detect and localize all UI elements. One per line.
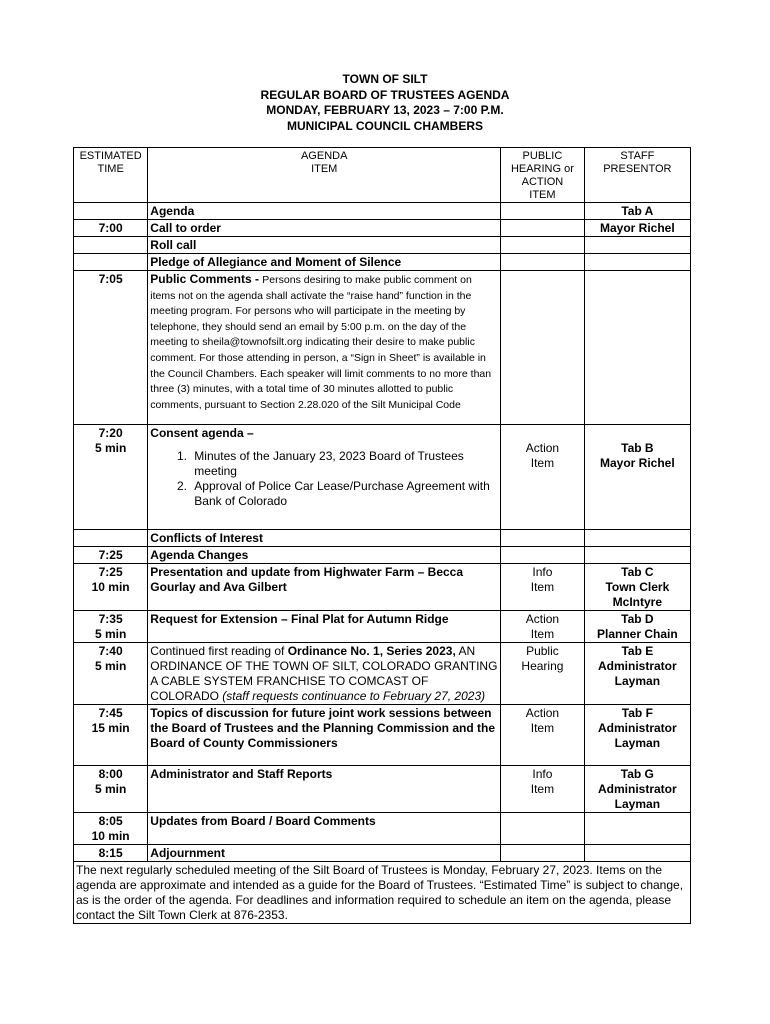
meeting-location: MUNICIPAL COUNCIL CHAMBERS	[286, 118, 483, 133]
table-row	[74, 203, 691, 220]
item-agenda: Agenda	[148, 203, 501, 220]
list-item: 2. Approval of Police Car Lease/Purchase Agreement with Bank of Colorado	[190, 479, 498, 509]
staff-reports: Tab G Administrator Layman	[584, 766, 690, 813]
list-item: 1. Minutes of the January 23, 2023 Board of Trustees meeting	[190, 449, 498, 479]
footer-row	[74, 862, 691, 924]
table-row	[74, 237, 691, 254]
staff-tab-a: Tab A	[584, 203, 690, 220]
item-public-comments	[148, 271, 501, 425]
item-ordinance: Continued first reading of Ordinance No. 1, Series 2023, AN ORDINANCE OF THE TOWN OF SILT, COLORADO GRANTING A CABLE SYSTEM FRANCHISE TO COMCAST OF COLORADO (staff requests continuance to February 27, 2023)	[148, 643, 501, 705]
table-row	[74, 564, 691, 611]
table-row	[74, 705, 691, 766]
item-updates: Updates from Board / Board Comments	[148, 813, 501, 845]
col-header-time: ESTIMATED TIME	[74, 148, 148, 203]
public-comments-title: Public Comments -	[150, 272, 263, 286]
agenda-title: REGULAR BOARD OF TRUSTEES AGENDA	[260, 87, 510, 102]
table-row	[74, 643, 691, 705]
consent-list	[150, 449, 498, 509]
item-adjournment: Adjournment	[148, 845, 501, 862]
staff-call: Mayor Richel	[584, 220, 690, 237]
time-ordinance: 7:40 5 min	[74, 643, 148, 705]
item-reports: Administrator and Staff Reports	[148, 766, 501, 813]
col-header-item: AGENDA ITEM	[148, 148, 501, 203]
staff-joint: Tab F Administrator Layman	[584, 705, 690, 766]
action-reports: Info Item	[501, 766, 585, 813]
action-ordinance: Public Hearing	[501, 643, 585, 705]
table-row	[74, 530, 691, 547]
col-header-action: PUBLIC HEARING or ACTION ITEM	[501, 148, 585, 203]
staff-consent: Tab B Mayor Richel	[584, 425, 690, 530]
staff-ordinance: Tab E Administrator Layman	[584, 643, 690, 705]
table-row	[74, 271, 691, 425]
col-header-staff: STAFF PRESENTOR	[584, 148, 690, 203]
item-pledge: Pledge of Allegiance and Moment of Silence	[148, 254, 501, 271]
time-joint: 7:45 15 min	[74, 705, 148, 766]
time-consent: 7:20 5 min	[74, 425, 148, 530]
item-agenda-changes: Agenda Changes	[148, 547, 501, 564]
time-updates: 8:05 10 min	[74, 813, 148, 845]
agenda-table	[73, 147, 691, 924]
footer-note: The next regularly scheduled meeting of the Silt Board of Trustees is Monday, February 27, 2023. Items on the agenda are approximate and intended as a guide for the Board of Trustees. “Estimated Time” is subject to change, as is the order of the agenda. For deadlines and information required to schedule an item on the agenda, please contact the Silt Town Clerk at 876-2353.	[74, 862, 691, 924]
time-public: 7:05	[74, 271, 148, 425]
staff-extension: Tab D Planner Chain	[584, 611, 690, 643]
item-conflicts: Conflicts of Interest	[148, 530, 501, 547]
table-row	[74, 547, 691, 564]
time-changes: 7:25	[74, 547, 148, 564]
table-row	[74, 611, 691, 643]
table-row	[74, 425, 691, 530]
town-name: TOWN OF SILT	[342, 72, 428, 86]
table-row	[74, 845, 691, 862]
action-joint: Action Item	[501, 705, 585, 766]
header-row	[74, 148, 691, 203]
staff-highwater: Tab C Town Clerk McIntyre	[584, 564, 690, 611]
table-row	[74, 254, 691, 271]
table-row	[74, 813, 691, 845]
public-comments-desc: Persons desiring to make public comment on items not on the agenda shall activate the “raise hand” function in the meeting program. For persons who will participate in the meeting by telephone, they should send an email by 5:00 p.m. on the day of the meeting to sheila@townofsilt.org indicating their desire to make public comment. For those attending in person, a “Sign in Sheet” is available in the Council Chambers. Each speaker will limit comments to no more than three (3) minutes, with a total time of 30 minutes allotted to public comments, pursuant to Section 2.28.020 of the Silt Municipal Code	[150, 274, 492, 411]
time-extension: 7:35 5 min	[74, 611, 148, 643]
item-consent-agenda: Consent agenda – 1. Minutes of the January 23, 2023 Board of Trustees meeting 2. Approval of Police Car Lease/Purchase Agreement with Bank of Colorado	[148, 425, 501, 530]
time-reports: 8:00 5 min	[74, 766, 148, 813]
meeting-date: MONDAY, FEBRUARY 13, 2023 – 7:00 P.M.	[266, 103, 504, 117]
table-row	[74, 220, 691, 237]
item-roll-call: Roll call	[148, 237, 501, 254]
item-call-to-order: Call to order	[148, 220, 501, 237]
time-call: 7:00	[74, 220, 148, 237]
time-highwater: 7:25 10 min	[74, 564, 148, 611]
item-extension: Request for Extension – Final Plat for Autumn Ridge	[148, 611, 501, 643]
action-highwater: Info Item	[501, 564, 585, 611]
item-highwater: Presentation and update from Highwater Farm – Becca Gourlay and Ava Gilbert	[148, 564, 501, 611]
item-joint-sessions: Topics of discussion for future joint work sessions between the Board of Trustees and the Planning Commission and the Board of County Commissioners	[148, 705, 501, 766]
agenda-header	[0, 72, 770, 134]
table-row	[74, 766, 691, 813]
action-extension: Action Item	[501, 611, 585, 643]
action-consent: Action Item	[501, 425, 585, 530]
time-adjourn: 8:15	[74, 845, 148, 862]
